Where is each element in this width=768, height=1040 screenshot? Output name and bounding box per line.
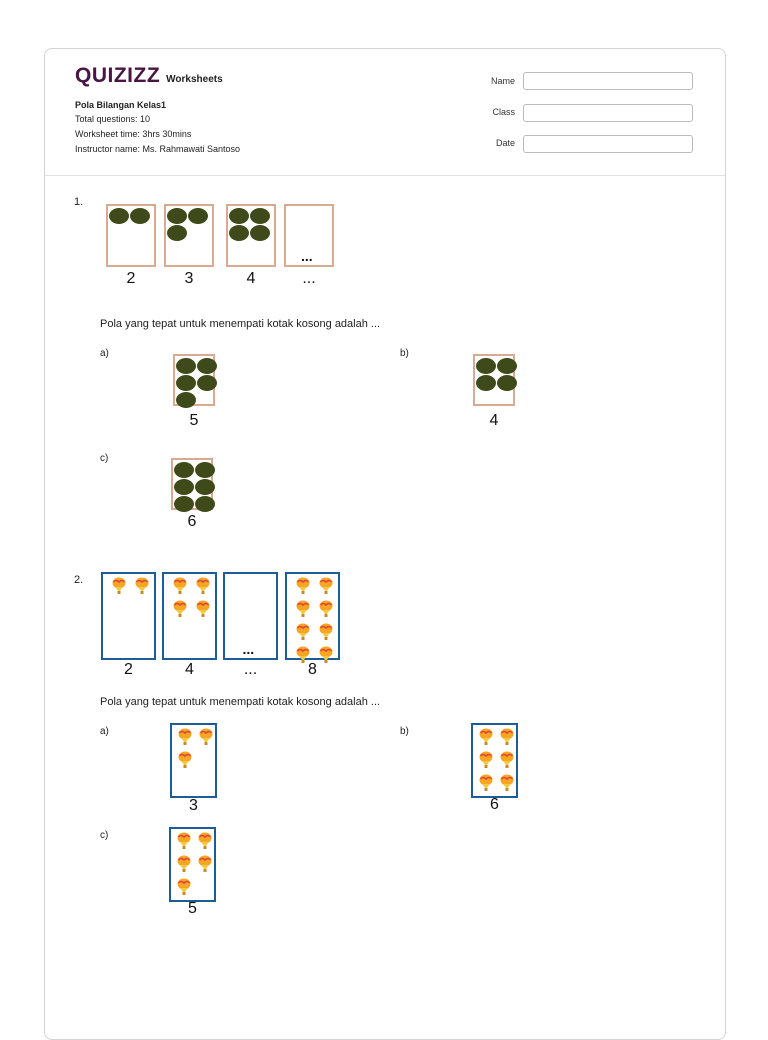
dot-icon bbox=[497, 375, 517, 391]
dot-icon bbox=[195, 496, 215, 512]
balloon-icon bbox=[177, 878, 191, 896]
question-2-prompt: Pola yang tepat untuk menempati kotak kosong adalah ... bbox=[100, 696, 381, 708]
question-1-option-b-label: b) bbox=[400, 348, 409, 359]
worksheet-header bbox=[45, 49, 725, 176]
balloon-icon bbox=[319, 600, 333, 618]
balloon-icon bbox=[196, 577, 210, 595]
balloon-icon bbox=[135, 577, 149, 595]
dot-icon bbox=[229, 208, 249, 224]
dot-icon bbox=[250, 225, 270, 241]
dot-icon bbox=[174, 479, 194, 495]
q2-seq-3-card bbox=[285, 572, 340, 660]
q2-seq-2-card bbox=[223, 572, 278, 660]
worksheet-title: Pola Bilangan Kelas1 bbox=[75, 100, 167, 110]
balloon-icon bbox=[198, 832, 212, 850]
dot-icon bbox=[197, 358, 217, 374]
balloon-icon bbox=[479, 728, 493, 746]
date-label: Date bbox=[495, 138, 515, 148]
dot-icon bbox=[197, 375, 217, 391]
q2-seq-0-card bbox=[101, 572, 156, 660]
balloon-icon bbox=[177, 832, 191, 850]
balloon-icon bbox=[178, 728, 192, 746]
dot-icon bbox=[130, 208, 150, 224]
balloon-icon bbox=[500, 751, 514, 769]
balloon-icon bbox=[319, 577, 333, 595]
worksheet-time: Worksheet time: 3hrs 30mins bbox=[75, 129, 192, 139]
dot-icon bbox=[109, 208, 129, 224]
q2-option-0-number: 3 bbox=[189, 797, 198, 814]
dot-icon bbox=[176, 375, 196, 391]
balloon-icon bbox=[479, 751, 493, 769]
balloon-icon bbox=[196, 600, 210, 618]
q1-seq-1-card bbox=[164, 204, 214, 267]
q1-option-0-number: 5 bbox=[189, 412, 199, 429]
balloon-icon bbox=[178, 751, 192, 769]
q1-seq-3-inner-ellipsis: ... bbox=[301, 248, 313, 264]
name-field[interactable] bbox=[523, 72, 693, 90]
question-1-option-a-label: a) bbox=[100, 348, 109, 359]
dot-icon bbox=[497, 358, 517, 374]
q1-seq-0-card bbox=[106, 204, 156, 267]
question-2-option-a-label: a) bbox=[100, 726, 109, 737]
question-2-option-b-label: b) bbox=[400, 726, 409, 737]
q1-option-2-card bbox=[171, 458, 213, 510]
dot-icon bbox=[229, 225, 249, 241]
date-field[interactable] bbox=[523, 135, 693, 153]
dot-icon bbox=[188, 208, 208, 224]
dot-icon bbox=[195, 462, 215, 478]
total-questions: Total questions: 10 bbox=[75, 114, 151, 124]
dot-icon bbox=[174, 496, 194, 512]
balloon-icon bbox=[173, 600, 187, 618]
worksheet-page bbox=[44, 48, 726, 1040]
balloon-icon bbox=[177, 855, 191, 873]
class-field[interactable] bbox=[523, 104, 693, 122]
dot-icon bbox=[176, 392, 196, 408]
dot-icon bbox=[476, 375, 496, 391]
q2-option-1-number: 6 bbox=[490, 796, 499, 813]
balloon-icon bbox=[199, 728, 213, 746]
dot-icon bbox=[195, 479, 215, 495]
instructor-name: Instructor name: Ms. Rahmawati Santoso bbox=[75, 144, 241, 154]
name-label: Name bbox=[490, 76, 515, 86]
dot-icon bbox=[176, 358, 196, 374]
balloon-icon bbox=[296, 623, 310, 641]
balloon-icon bbox=[173, 577, 187, 595]
q2-seq-1-card bbox=[162, 572, 217, 660]
brand-name: QUIZIZZ bbox=[75, 64, 161, 87]
balloon-icon bbox=[319, 623, 333, 641]
balloon-icon bbox=[479, 774, 493, 792]
q2-option-2-number: 5 bbox=[188, 900, 197, 917]
question-1-prompt: Pola yang tepat untuk menempati kotak kosong adalah ... bbox=[100, 318, 381, 330]
dot-icon bbox=[174, 462, 194, 478]
q2-seq-3-number: 8 bbox=[308, 661, 317, 678]
balloon-icon bbox=[296, 600, 310, 618]
question-1-number: 1. bbox=[74, 196, 84, 208]
q2-seq-0-number: 2 bbox=[124, 661, 133, 678]
q1-seq-3-card bbox=[284, 204, 334, 267]
dot-icon bbox=[167, 208, 187, 224]
dot-icon bbox=[250, 208, 270, 224]
q1-option-2-number: 6 bbox=[187, 513, 197, 530]
q1-seq-2-card bbox=[226, 204, 276, 267]
q2-seq-1-number: 4 bbox=[185, 661, 194, 678]
dot-icon bbox=[167, 225, 187, 241]
q2-option-1-card bbox=[471, 723, 518, 798]
q2-option-2-card bbox=[169, 827, 216, 902]
question-2-number: 2. bbox=[74, 574, 84, 586]
q1-seq-3-number: ... bbox=[302, 270, 316, 287]
q1-seq-2-number: 4 bbox=[246, 270, 256, 287]
balloon-icon bbox=[500, 728, 514, 746]
quizizz-logo bbox=[75, 64, 223, 88]
dot-icon bbox=[476, 358, 496, 374]
balloon-icon bbox=[112, 577, 126, 595]
balloon-icon bbox=[500, 774, 514, 792]
q2-seq-2-inner-ellipsis: ... bbox=[242, 641, 255, 657]
brand-subtitle: Worksheets bbox=[166, 74, 223, 85]
question-2-option-c-label: c) bbox=[100, 830, 109, 841]
q1-seq-1-number: 3 bbox=[184, 270, 194, 287]
q2-seq-2-number: ... bbox=[243, 661, 258, 678]
q1-option-1-number: 4 bbox=[489, 412, 499, 429]
q1-option-0-card bbox=[173, 354, 215, 406]
balloon-icon bbox=[296, 577, 310, 595]
balloon-icon bbox=[198, 855, 212, 873]
q2-option-0-card bbox=[170, 723, 217, 798]
class-label: Class bbox=[492, 107, 515, 117]
q1-option-1-card bbox=[473, 354, 515, 406]
question-1-option-c-label: c) bbox=[100, 453, 109, 464]
q1-seq-0-number: 2 bbox=[126, 270, 136, 287]
